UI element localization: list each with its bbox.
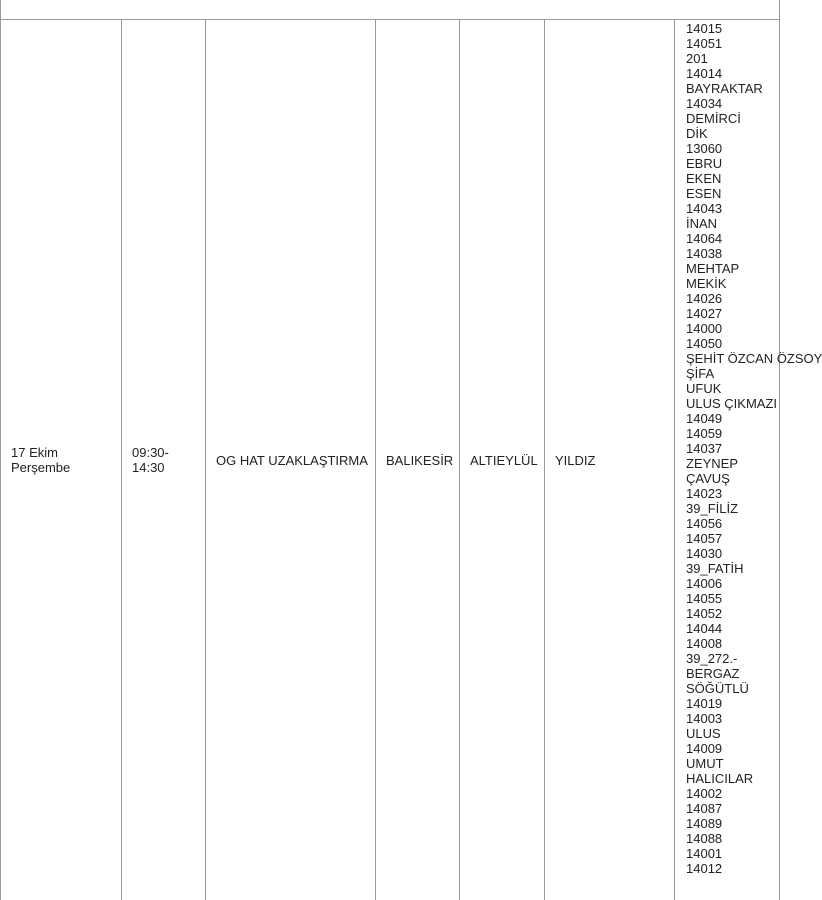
street-item: EKEN — [686, 171, 722, 186]
street-item: ESEN — [686, 186, 722, 201]
street-item: 14043 — [686, 201, 723, 216]
street-item: ŞİFA — [686, 366, 715, 381]
street-item: 14002 — [686, 786, 723, 801]
work-type-text: OG HAT UZAKLAŞTIRMA — [216, 452, 368, 468]
street-item: MEHTAP — [686, 261, 740, 276]
street-item: DEMİRCİ — [686, 111, 741, 126]
street-item: 14003 — [686, 711, 723, 726]
street-item: 14000 — [686, 321, 723, 336]
street-item: 14001 — [686, 846, 723, 861]
street-item: İNAN — [686, 216, 718, 231]
street-item: 39_FATİH — [686, 561, 744, 576]
street-item: ULUS — [686, 726, 721, 741]
street-item: 14089 — [686, 816, 723, 831]
street-item: SÖĞÜTLÜ — [686, 681, 749, 696]
street-item: 14055 — [686, 591, 723, 606]
street-item: DİK — [686, 126, 708, 141]
street-item: ULUS ÇIKMAZI — [686, 396, 778, 411]
street-item: 14009 — [686, 741, 723, 756]
streets-list — [686, 21, 822, 876]
street-item: EBRU — [686, 156, 723, 171]
street-item: 14019 — [686, 696, 723, 711]
street-item: MEKİK — [686, 276, 727, 291]
outage-table — [0, 20, 822, 900]
neighborhood-cell — [545, 20, 675, 900]
street-item: 14027 — [686, 306, 723, 321]
date-cell — [1, 20, 122, 900]
street-item: BAYRAKTAR — [686, 81, 763, 96]
street-item: ÇAVUŞ — [686, 471, 730, 486]
city-text: BALIKESİR — [386, 452, 454, 468]
street-item: 14037 — [686, 441, 723, 456]
date-text: 17 Ekim Perşembe — [11, 445, 71, 475]
table-row — [1, 20, 780, 900]
time-text: 09:30- 14:30 — [132, 445, 169, 475]
time-cell — [122, 20, 206, 900]
street-item: 14026 — [686, 291, 723, 306]
street-item: 14059 — [686, 426, 723, 441]
street-item: 14006 — [686, 576, 723, 591]
street-item: 14014 — [686, 66, 723, 81]
street-item: 14030 — [686, 546, 723, 561]
table-header-strip — [0, 0, 780, 20]
street-item: 14052 — [686, 606, 723, 621]
street-item: ŞEHİT ÖZCAN ÖZSOY — [686, 351, 822, 366]
street-item: 39_FİLİZ — [686, 501, 739, 516]
street-item: 14008 — [686, 636, 723, 651]
street-item: 14015 — [686, 21, 723, 36]
city-cell — [376, 20, 460, 900]
district-cell — [460, 20, 545, 900]
street-item: UFUK — [686, 381, 722, 396]
district-text: ALTIEYLÜL — [470, 452, 538, 468]
street-item: 14057 — [686, 531, 723, 546]
street-item: 14064 — [686, 231, 723, 246]
street-item: 14050 — [686, 336, 723, 351]
street-item: 14038 — [686, 246, 723, 261]
street-item: BERGAZ — [686, 666, 740, 681]
street-item: 14056 — [686, 516, 723, 531]
street-item: 14087 — [686, 801, 723, 816]
street-item: 39_272.- — [686, 651, 738, 666]
street-item: 14023 — [686, 486, 723, 501]
street-item: 13060 — [686, 141, 723, 156]
street-item: 201 — [686, 51, 708, 66]
street-item: 14088 — [686, 831, 723, 846]
neighborhood-text: YILDIZ — [555, 452, 596, 468]
street-item: 14051 — [686, 36, 723, 51]
streets-cell — [675, 20, 822, 900]
street-item: 14012 — [686, 861, 723, 876]
street-item: 14049 — [686, 411, 723, 426]
street-item: UMUT — [686, 756, 724, 771]
street-item: 14034 — [686, 96, 723, 111]
street-item: 14044 — [686, 621, 723, 636]
work-type-cell — [206, 20, 376, 900]
street-item: ZEYNEP — [686, 456, 739, 471]
street-item: HALICILAR — [686, 771, 754, 786]
